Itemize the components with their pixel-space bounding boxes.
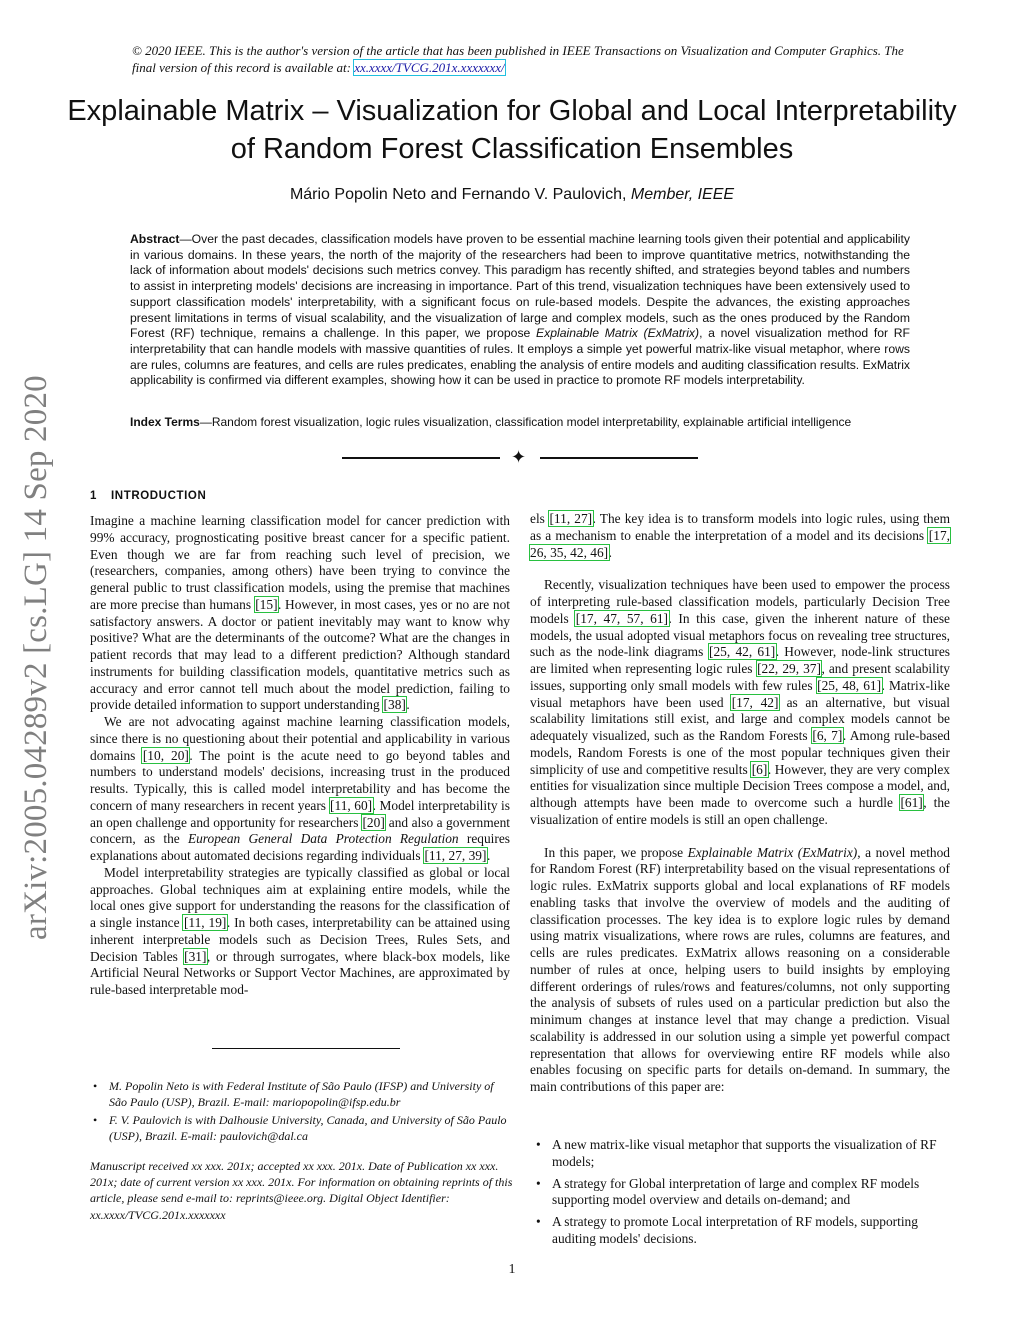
text-run: In this paper, we propose xyxy=(544,844,688,860)
intro-paragraph-1 xyxy=(90,513,510,714)
intro-paragraph-5 xyxy=(530,577,950,828)
citation-link[interactable]: [61] xyxy=(900,795,923,810)
text-run: . The point is the acute need to go beyond tables and numbers to understand models' decisions, increasing trust in the produced results. Typically, this is called model interpretability and has become the concern of many researchers in recent years xyxy=(90,747,510,813)
intro-paragraph-2 xyxy=(90,714,510,865)
text-run: . Matrix-like visual metaphors have been used xyxy=(530,677,951,710)
citation-link[interactable]: [6, 7] xyxy=(812,728,843,743)
text-run: Model interpretability strategies are typically classified as global or local approaches. Global techniques aim at explaining entire models, while the local ones give support for understanding the reasons for the classification of a single instance xyxy=(90,864,510,930)
footnote-item: • M. Popolin Neto is with Federal Institute of São Paulo (IFSP) and University of São Paulo (USP), Brazil. E-mail: mariopopolin@ifsp.edu.br xyxy=(93,1078,513,1110)
text-run: , and present scalability issues, supporting only small models with few rules xyxy=(530,661,951,693)
contribution-item: • A new matrix-like visual metaphor that supports the visualization of RF models; xyxy=(536,1137,952,1171)
abstract-method-name: Explainable Matrix (ExMatrix) xyxy=(536,326,700,341)
text-run: , or through surrogates, where black-box models, like Artificial Neural Networks or Support Vector Machines, are approximated by rule-based interpretable mod- xyxy=(90,948,511,997)
abstract-text: —Over the past decades, classification models have proven to be essential machine learning tools given their potential and applicability in various domains. In these years, the north of the majority of the researchers had been to improve quantitative metrics, notwithstanding the lack of information about models' decisions such metrics convey. This paradigm has recently shifted, and strategies beyond tables and numbers to assist in interpreting models' decisions are increasing in importance. Part of this trend, visualization techniques have been extensively used to support classification models' interpretability, with a significant focus on rule-based models. Despite the advances, the existing approaches present limitations in terms of visual scalability, and the visualization of large and complex models, such as the ones produced by the Random Forest (RF) technique, remains a challenge. In this paper, we propose xyxy=(130,232,910,341)
citation-link[interactable]: [17, 47, 57, 61] xyxy=(575,610,669,626)
copyright-notice xyxy=(132,42,922,76)
text-run: Recently, visualization techniques have been used to empower the process of interpreting rule-based classification models, particularly Decision Tree models xyxy=(530,577,950,626)
citation-link[interactable]: [11, 27, 39] xyxy=(424,848,487,863)
footnote-item: • F. V. Paulovich is with Dalhousie University, Canada, and University of São Paulo (USP), Brazil. E-mail: paulovich@dal.ca xyxy=(93,1112,513,1144)
text-run: . Among rule-based models, Random Forests is one of the most popular techniques given their simplicity of use and competitive results xyxy=(530,728,950,777)
method-name: Explainable Matrix (ExMatrix) xyxy=(687,844,858,860)
text-run: . However, node-link structures are limited when representing logic rules xyxy=(530,644,950,676)
author-names: Mário Popolin Neto and Fernando V. Paulovich, xyxy=(289,186,631,203)
author-line xyxy=(60,186,964,204)
text-run: . In this case, given the inherent nature of these models, the usual adopted visual metaphors focus on revealing tree structures, such as the node-link diagrams xyxy=(530,610,951,660)
abstract xyxy=(130,232,910,389)
intro-paragraph-6 xyxy=(530,845,950,1096)
citation-link[interactable]: [17, 26, 35, 42, 46] xyxy=(530,527,950,560)
text-run: . In both cases, interpretability can be attained using inherent interpretable models such as Decision Trees, Rules Sets, and Decision Tables xyxy=(90,915,510,964)
citation-link[interactable]: [10, 20] xyxy=(142,747,189,763)
intro-paragraph-3 xyxy=(90,865,510,999)
index-terms xyxy=(130,415,920,430)
citation-link[interactable]: [31] xyxy=(184,948,207,964)
section-divider xyxy=(342,448,698,468)
author-membership: Member, IEEE xyxy=(630,186,735,203)
gdpr-term: European General Data Protection Regulation xyxy=(187,831,459,847)
citation-link[interactable]: [11, 60] xyxy=(330,797,373,813)
text-run: We are not advocating against machine learning classification models, since there is no questioning about their potential and applicability in various domains xyxy=(90,714,510,763)
citation-link[interactable]: [38] xyxy=(383,697,406,713)
abstract-label: Abstract xyxy=(130,232,180,246)
citation-link[interactable]: [25, 42, 61] xyxy=(709,644,776,660)
paper-title: Explainable Matrix – Visualization for Global and Local Interpretability of Random Forest Classification Ensembles xyxy=(67,95,957,165)
text-run: as an alternative, but visual scalability limitations still exist, and large and complex models cannot be adequately visualized, such as the Random Forests xyxy=(530,694,950,743)
section-title: INTRODUCTION xyxy=(111,490,207,502)
text-run: and also a government concern, as the xyxy=(90,814,510,847)
text-run: . Model interpretability is an open challenge and opportunity for researchers xyxy=(90,797,510,830)
text-run: . xyxy=(486,848,491,863)
footnote-rule xyxy=(212,1048,400,1049)
citation-link[interactable]: [17, 42] xyxy=(731,694,779,710)
abstract-text-continued: , a novel visualization method for RF interpretability that can handle models with massive quantities of rules. It employs a simple yet powerful matrix-like visual metaphor, where rows are rules, columns are features, and cells are rules predicates, enabling the analysis of entire models and auditing classification results. ExMatrix applicability is confirmed via different examples, showing how it can be used in practice to promote RF models interpretability. xyxy=(130,326,910,388)
citation-link[interactable]: [15] xyxy=(255,596,278,612)
copyright-text: © 2020 IEEE. This is the author's version of the article that has been published in IEEE Transactions on Visualization and Computer Graphics. The final version of this record is available at: xyxy=(132,43,904,75)
doi-link[interactable]: xx.xxxx/TVCG.201x.xxxxxxx/ xyxy=(354,60,505,75)
contributions-list xyxy=(536,1137,952,1253)
text-run: . However, they are very complex entities for visualization since multiple Decision Trees compose a model, and, although attempts have been made to overcome such a hurdle xyxy=(530,761,950,810)
text-run: , a novel method for Random Forest (RF) interpretability based on the visual representations of logic rules. ExMatrix supports global and local explanations of RF models enabling tasks that involve the overview of models and the auditing of classification processes. The key idea is to explore logic rules by demand using matrix visualizations, where rows are rules, columns are features, and cells are rules predicates. ExMatrix allows reasoning on a considerable number of rules at once, helping users to build insights by employing different orderings of rules/rows and features/columns, not only supporting the analysis of subsets of rules used on a particular prediction but also the minimum changes at instance level that may change a prediction. Visual scalability is addressed in our solution using a simple yet powerful compact representation that allows for overviewing entire RF models while also enables focusing on specific parts for details on-demand. In summary, the main contributions of this paper are: xyxy=(530,844,950,1094)
text-run: els xyxy=(530,511,549,526)
citation-link[interactable]: [6] xyxy=(751,761,768,777)
left-column xyxy=(90,513,510,999)
arxiv-stamp: arXiv:2005.04289v2 [cs.LG] 14 Sep 2020 xyxy=(18,375,54,940)
text-run: . xyxy=(406,697,410,713)
contribution-item: • A strategy for Global interpretation of large and complex RF models supporting model overview and details on-demand; and xyxy=(536,1176,952,1210)
divider-line-left xyxy=(342,457,500,459)
citation-link[interactable]: [11, 27] xyxy=(549,511,593,526)
section-heading xyxy=(90,490,206,502)
intro-paragraph-4 xyxy=(530,511,950,561)
text-run: , the visualization of entire models is still an open challenge. xyxy=(530,795,950,827)
text-run: Imagine a machine learning classification model for cancer prediction with 99% accuracy, prognosticating positive breast cancer for a specific patient. Even though we are far from reaching such level of precision, we (researchers, companies, among others) have been trying to convince the general public to trust classification models, using the premise that machines are more precise than humans xyxy=(90,513,510,612)
text-run: . The key idea is to transform models into logic rules, using them as a mechanism to enable the interpretation of a model and its decisions xyxy=(530,511,950,543)
citation-link[interactable]: [11, 19] xyxy=(183,915,227,930)
text-run: . xyxy=(608,544,612,560)
divider-line-right xyxy=(540,457,698,459)
text-run: requires explanations about automated decisions regarding individuals xyxy=(90,831,511,863)
contribution-item: • A strategy to promote Local interpretation of RF models, supporting auditing models' decisions. xyxy=(536,1214,952,1248)
author-footnotes xyxy=(93,1078,513,1146)
star-icon: ✦ xyxy=(511,447,527,467)
index-terms-text: —Random forest visualization, logic rules visualization, classification model interpretability, explainable artificial intelligence xyxy=(199,415,852,429)
index-terms-label: Index Terms xyxy=(130,415,200,429)
right-column xyxy=(530,511,950,1096)
text-run: . However, in most cases, yes or no are not satisfactory answers. A doctor or patient inevitably may want to know why positive? What are the determinants of the outcome? What are the changes in patient records that may lead to a different prediction? Although standard instruments for building classification models, quantitative metrics such as accuracy and error cannot tell much about the model prediction, failing to provide detailed information to support understanding xyxy=(90,596,510,713)
citation-link[interactable]: [20] xyxy=(362,814,385,830)
section-number: 1 xyxy=(90,490,97,502)
citation-link[interactable]: [22, 29, 37] xyxy=(757,661,821,676)
citation-link[interactable]: [25, 48, 61] xyxy=(817,677,882,693)
manuscript-note: Manuscript received xx xxx. 201x; accepted xx xxx. 201x. Date of Publication xx xxx. 201x; date of current version xx xxx. 201x. For information on obtaining reprints of this article, please send e-mail to: reprints@ieee.org. Digital Object Identifier: xx.xxxx/TVCG.201x.xxxxxxx xyxy=(90,1159,513,1222)
page-number: 1 xyxy=(508,1262,516,1277)
